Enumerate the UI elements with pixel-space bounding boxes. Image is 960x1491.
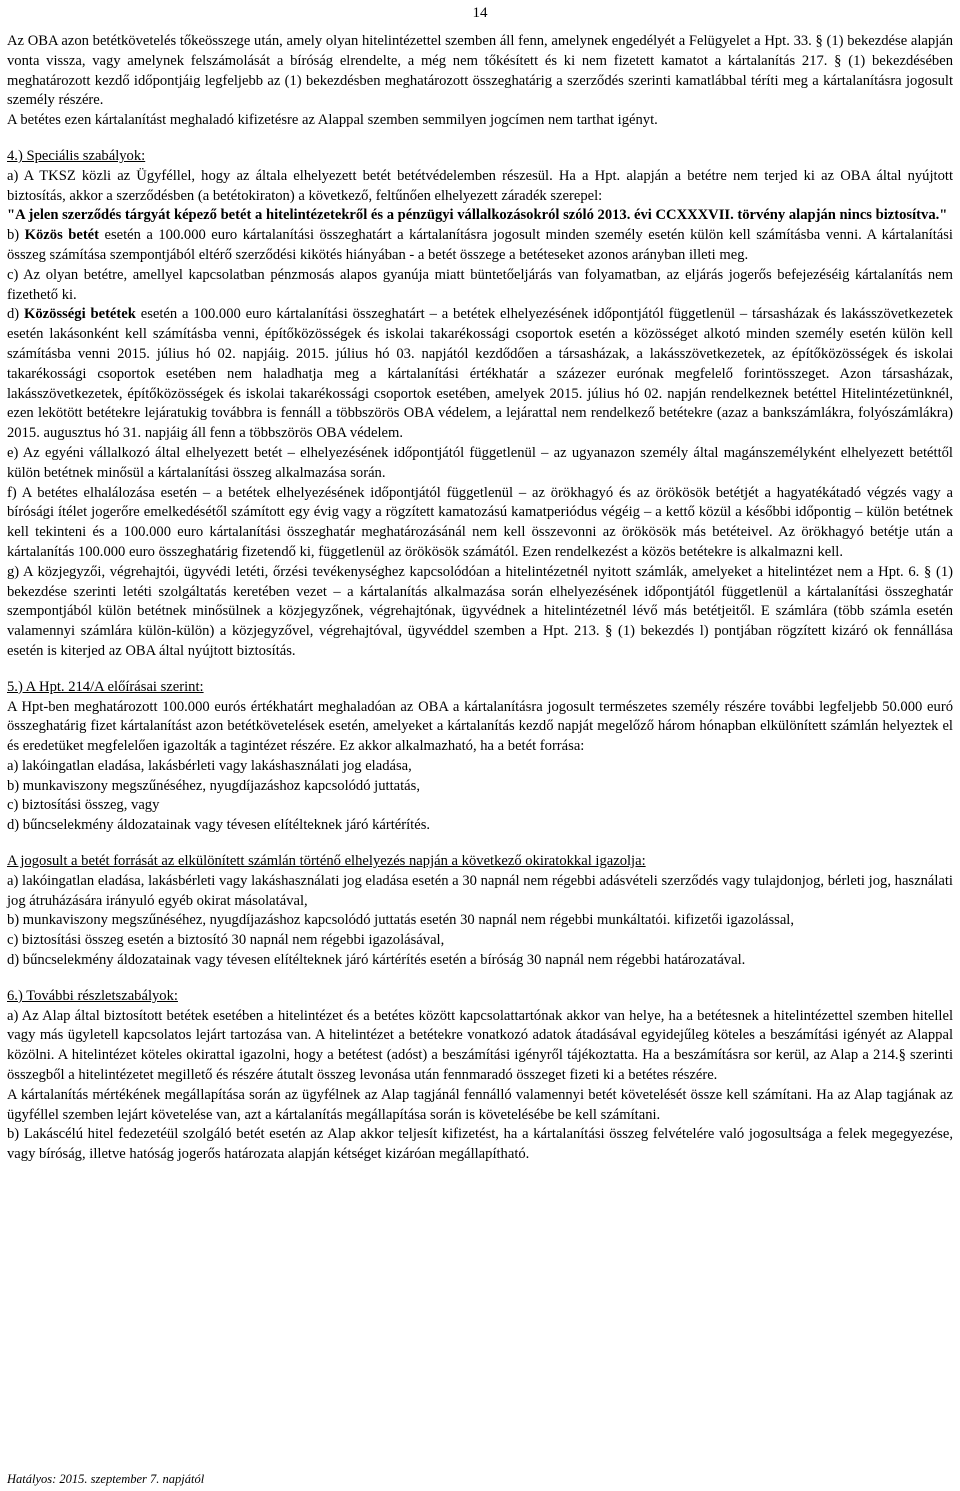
section-5-paragraph: A Hpt-ben meghatározott 100.000 eurós értékhatárt meghaladóan az OBA a kártalanításra jogosult természetes személy részére további legfeljebb 50.000 euró összeghatárig fizet kártalanítást azon betétkövetelések esetén, amelyeket a kártalanítás kezdő napját megelőző három hónapban elkülönített számlán helyeztek el és eredetüket megfelelően igazolták a tagintézet részére. Ez akkor alkalmazható, ha a betét forrása: bbox=[7, 698, 953, 755]
intro-paragraph-1: Az OBA azon betétkövetelés tőkeösszege után, amely olyan hitelintézettel szemben áll fenn, amelynek engedélyét a Felügyelet a Hpt. 33. § (1) bekezdése alapján vonta vissza, vagy amelynek felszámolását a bíróság elrendelte, a még nem tőkésített és ki nem fizetett kamatot a kártalanítás 217. § (1) bekezdésében meghatározott kezdő időpontjáig legfeljebb az (1) bekezdésben meghatározott összeghatárig a szerződés szerinti kamatlábbal téríti meg a kártalanításra jogosult személy részére. bbox=[7, 33, 953, 109]
proof-heading bbox=[7, 852, 953, 872]
section-4-heading-text: 4.) Speciális szabályok: bbox=[7, 147, 146, 164]
intro-paragraph-2: A betétes ezen kártalanítást meghaladó kifizetésre az Alappal szemben semmilyen jogcímen nem tarthat igényt. bbox=[7, 112, 658, 129]
proof-list-item: d) bűncselekmény áldozatainak vagy tévesen elítélteknek járó kártérítés esetén a bíróság 30 napnál nem régebbi határozatával. bbox=[7, 952, 746, 969]
spacer bbox=[7, 662, 953, 678]
proof-list-item: c) biztosítási összeg esetén a biztosító 30 napnál nem régebbi igazolásával, bbox=[7, 932, 445, 949]
spacer bbox=[7, 971, 953, 987]
spacer bbox=[7, 131, 953, 147]
section-6-heading bbox=[7, 987, 953, 1007]
item-d-prefix: d) bbox=[7, 306, 25, 323]
section-5-heading bbox=[7, 678, 953, 698]
proof-list-item: b) munkaviszony megszűnéséhez, nyugdíjazáshoz kapcsolódó juttatás esetén 30 napnál nem régebbi munkáltatói. kifizetői igazolással, bbox=[7, 912, 795, 929]
item-b-text: esetén a 100.000 euro kártalanítási összeghatárt a kártalanításra jogosult minden személy esetén külön kell számításba venni. A kártalanítási összeg számítása szempontjából eltérő szerződési kikötés hiányában - a betét összege a betéteseket azonos arányban illeti meg. bbox=[7, 227, 953, 263]
spacer bbox=[7, 836, 953, 852]
proof-heading-text: A jogosult a betét forrását az elkülönített számlán történő elhelyezés napján a következő okiratokkal igazolja: bbox=[7, 853, 646, 870]
section-5-list-item: a) lakóingatlan eladása, lakásbérleti vagy lakáshasználati jog eladása, bbox=[7, 757, 412, 774]
section-4-item-g: g) A közjegyzői, végrehajtói, ügyvédi letéti, őrzési tevékenységhez kapcsolódóan a hitelintézetnél nyitott számlák, amelyeket a hitelintézet nem a Hpt. 6. § (1) bekezdése szerinti letéti szolgáltatás keretében vezet – a kártalanítás alkalmazása során elhelyezésének időpontjától függetlenül a kártalanítási összeghatár szempontjából külön betétnek minősülnek a közjegyzőnek, végrehajtónak, ügyvédnek a hitelintézetnél lévő más betétjeitől. E számlára (több számla esetén valamennyi számlára külön-külön) a közjegyzővel, végrehajtóval, ügyvéddel szemben a Hpt. 213. § (1) bekezdés l) pontjában rögzített kizáró ok fennállása esetén is kiterjed az OBA által nyújtott biztosítás. bbox=[7, 563, 953, 659]
section-5-list-item: b) munkaviszony megszűnéséhez, nyugdíjazáshoz kapcsolódó juttatás, bbox=[7, 777, 420, 794]
section-4-item-d bbox=[7, 305, 953, 444]
proof-list-item: a) lakóingatlan eladása, lakásbérleti vagy lakáshasználati jog eladása esetén a 30 napnál nem régebbi adásvételi szerződés vagy tulajdonjog, bérleti jog, használati jog átruházására irányuló egyéb okirat másolatával, bbox=[7, 872, 953, 909]
section-6-item-b: b) Lakáscélú hitel fedezetéül szolgáló betét esetén az Alap akkor teljesít kifizetést, ha a kártalanítási összeg felvételére való jogosultsága a felek megegyezése, vagy bíróság, illetve hatóság jogerős határozata alapján kétséget kizáróan megállapítható. bbox=[7, 1126, 953, 1163]
footer-effective-date: Hatályos: 2015. szeptember 7. napjától bbox=[7, 1472, 205, 1486]
item-d-bold: Közösségi betétek bbox=[24, 306, 136, 323]
section-6-paragraph: A kártalanítás mértékének megállapítása során az ügyfélnek az Alap tagjánál fennálló valamennyi betét követelését össze kell számítani. Ha az Alap tagjának az ügyféllel szemben lejárt követelése van, azt a kártalanítás megállapítása során is követelésébe be kell számítani. bbox=[7, 1086, 953, 1123]
section-5-list-item: d) bűncselekmény áldozatainak vagy tévesen elítélteknek járó kártérítés. bbox=[7, 817, 431, 834]
section-4-item-e: e) Az egyéni vállalkozó által elhelyezett betét – elhelyezésének időpontjától függetlenül – az ugyanazon személy által magánszemélyként elhelyezett betéttől külön betétnek minősül a kártalanítási összeg alkalmazása során. bbox=[7, 444, 953, 481]
section-4-heading bbox=[7, 147, 953, 167]
section-5-heading-text: 5.) A Hpt. 214/A előírásai szerint: bbox=[7, 678, 204, 695]
page-number: 14 bbox=[472, 5, 488, 21]
item-d-text: esetén a 100.000 euro kártalanítási összeghatárt – a betétek elhelyezésének időpontjától függetlenül – társasházak és lakásszövetkezetek esetén lakásonként kell számításba venni, építőközösségek és iskolai takarékossági csoportok esetén a közösséget alkotó minden személy esetén külön kell számításba venni 2015. július hó 02. napjáig. 2015. július hó 03. napjától kezdődően a társasházak, a lakásszövetkezetek, az építőközösségek és iskolai takarékossági csoportok esetében nem haladhatja meg a kártalanítási értékhatár a százezer eurónak megfelelő forintösszeget. Azon társasházak, lakásszövetkezetek, építőközösségek és iskolai takarékossági csoportok esetében, amelyek 2015. július hó 02. napján rendelkeznek betéttel Hitelintézetünknél, ezen lekötött betétekre lejáratukig továbbra is fennáll a többszörös OBA védelem, a lejárattal nem rendelkező betétekre (azaz a bankszámlákra, folyószámlákra) 2015. augusztus hó 31. napjáig áll fenn a többszörös OBA védelem. bbox=[7, 306, 953, 442]
section-4-item-f: f) A betétes elhalálozása esetén – a betétek elhelyezésének időpontjától függetlenül – az örökhagyó és az örökösök betétjét a hagyatékátadó végzés vagy a bírósági ítélet jogerőre emelkedésétől számított egy évig vagy a rögzített kamatozású kamatperiódus végéig – a kettő közül a későbbi időpontig – külön betétnek kell tekinteni és a 100.000 euro kártalanítási összeghatár meghatározásánál nem kell összevonni az örökösök más betéteivel. Az örökhagyó betétje után a kártalanítás 100.000 euro összeghatárig fizetendő ki, függetlenül az örökösök számától. Ezen rendelkezést a közös betétekre is alkalmazni kell. bbox=[7, 484, 953, 560]
section-5-list-item: c) biztosítási összeg, vagy bbox=[7, 797, 160, 814]
section-6-item-a: a) Az Alap által biztosított betétek esetében a hitelintézet és a betétes között kapcsolattartónak akkor van helye, ha a betétesnek a hitelintézettel szemben hitellel vagy más ügyletell kapcsolatos lejárt tartozása van. A hitelintézet a betétekre vonatkozó adatok átadásával egyidejűleg köteles a beszámítási igényét az Alappal közölni. A hitelintézet köteles okirattal igazolni, hogy a betétest (adóst) a beszámítási igényről tájékoztatta. Ha a beszámításra sor kerül, az Alap a 214.§ szerinti összegből a hitelintézetet megillető és részére átutalt összeg levonása után fennmaradó összeget fizeti ki a betétes részére. bbox=[7, 1007, 953, 1084]
section-6-heading-text: 6.) További részletszabályok: bbox=[7, 987, 178, 1004]
item-b-bold: Közös betét bbox=[24, 227, 100, 244]
item-b-prefix: b) bbox=[7, 227, 25, 244]
section-4-clause: "A jelen szerződés tárgyát képező betét a hitelintézetekről és a pénzügyi vállalkozásokról szóló 2013. évi CCXXXVII. törvény alapján nincs biztosítva." bbox=[7, 207, 948, 224]
section-4-item-a: a) A TKSZ közli az Ügyféllel, hogy az általa elhelyezett betét betétvédelemben részesül. Ha a Hpt. alapján a betétre nem terjed ki az OBA által nyújtott biztosítás, akkor a szerződésben (a betétokiraton) a következő, feltűnően elhelyezett záradék szerepel: bbox=[7, 167, 953, 204]
section-4-item-b bbox=[7, 226, 953, 266]
section-4-item-c: c) Az olyan betétre, amellyel kapcsolatban pénzmosás alapos gyanúja miatt büntetőeljárás van folyamatban, az eljárás jogerős befejezéséig kártalanítás nem fizethető ki. bbox=[7, 266, 953, 303]
